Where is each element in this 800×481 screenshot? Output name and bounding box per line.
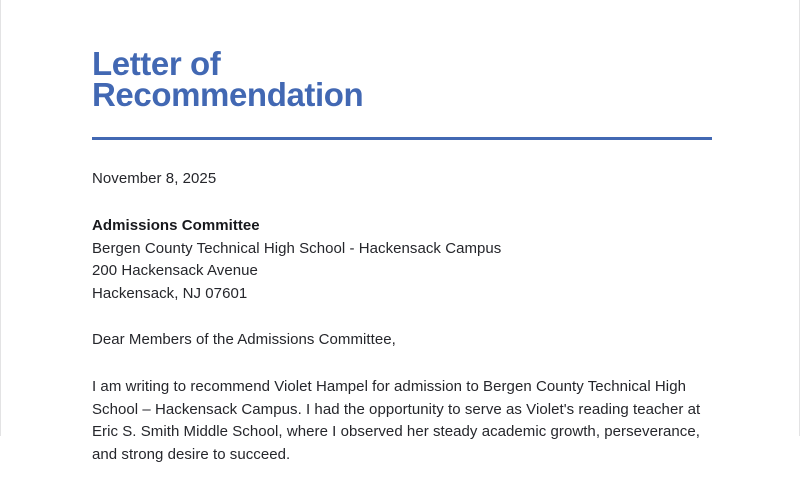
letter-body-paragraph-1: I am writing to recommend Violet Hampel for admission to Bergen County Technical High School – Hackensack Campus. I had the opportunity to serve as Violet's reading teacher at Eric S. Smith Middle School, where I observed her steady academic growth, perseverance, and strong desire to succeed. (92, 378, 701, 463)
letter-date: November 8, 2025 (92, 170, 217, 187)
page-title (92, 0, 713, 113)
letter-salutation: Dear Members of the Admissions Committee, (92, 331, 396, 348)
recipient-address-block (92, 215, 713, 305)
recipient-address-line-3: Hackensack, NJ 07601 (92, 284, 248, 302)
page-title-line-2: Recommendation (92, 76, 364, 113)
title-divider (92, 137, 712, 140)
recipient-name: Admissions Committee (92, 217, 260, 234)
recipient-address-line-2: 200 Hackensack Avenue (92, 262, 258, 279)
recipient-address-line-1: Bergen County Technical High School - Hackensack Campus (92, 239, 502, 257)
letter-content (92, 0, 713, 481)
page-title-line-1: Letter of (92, 45, 221, 82)
